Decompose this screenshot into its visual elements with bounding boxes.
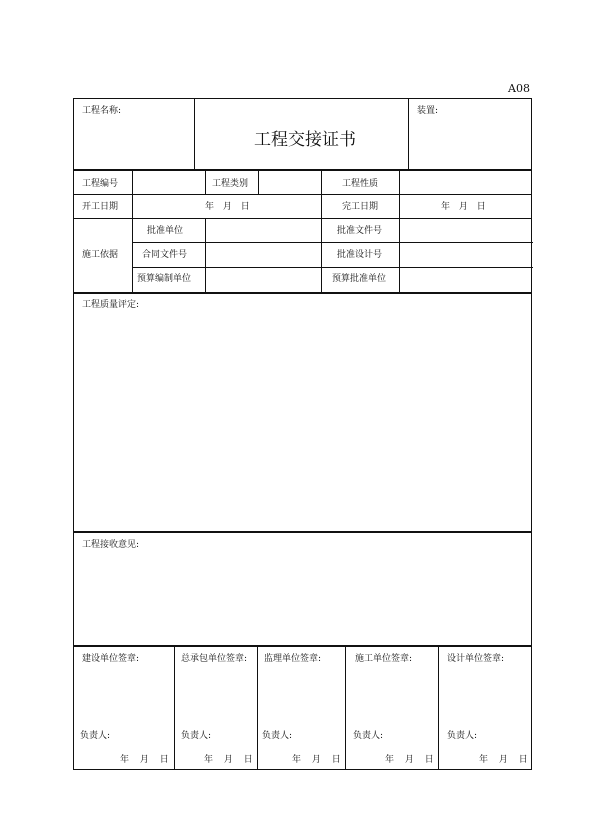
approval-doc-no-label: 批准文件号 [337, 226, 383, 236]
project-category-label: 工程类别 [212, 179, 249, 189]
signature-box-contractor-unit[interactable] [346, 669, 438, 725]
handover-certificate-form [73, 98, 532, 770]
signature-box-construction-unit[interactable] [74, 669, 174, 725]
finish-date-label: 完工日期 [342, 202, 379, 212]
signature-person: 负责人: [80, 731, 111, 741]
divider [132, 242, 533, 243]
signature-box-supervision-unit[interactable] [258, 669, 345, 725]
project-nature-label: 工程性质 [342, 179, 379, 189]
project-name-label: 工程名称: [82, 106, 122, 116]
divider [321, 170, 322, 194]
divider [205, 170, 206, 194]
signature-box-general-contractor[interactable] [175, 669, 257, 725]
project-category-field[interactable] [259, 170, 321, 193]
quality-assessment-label: 工程质量评定: [82, 300, 140, 310]
budget-approval-unit-label: 预算批准单位 [332, 274, 387, 284]
signature-date: 年 月 日 [479, 755, 528, 765]
divider [74, 194, 531, 195]
construction-basis-label: 施工依据 [82, 250, 119, 260]
signature-title: 施工单位签章: [355, 654, 413, 664]
signature-date: 年 月 日 [385, 755, 434, 765]
approval-doc-no-field[interactable] [400, 218, 530, 242]
divider [132, 218, 133, 292]
divider [74, 292, 531, 294]
divider [194, 99, 195, 169]
divider [321, 218, 322, 292]
contract-doc-no-label: 合同文件号 [142, 250, 188, 260]
divider [132, 194, 133, 218]
acceptance-opinion-label: 工程接收意见: [82, 540, 140, 550]
divider [408, 99, 409, 169]
divider [74, 645, 531, 647]
signature-title: 监理单位签章: [264, 654, 322, 664]
signature-title: 建设单位签章: [82, 654, 140, 664]
approval-design-no-label: 批准设计号 [337, 250, 383, 260]
budget-unit-field[interactable] [206, 268, 321, 291]
approval-design-no-field[interactable] [400, 243, 530, 267]
signature-person: 负责人: [353, 731, 384, 741]
quality-assessment-area[interactable] [74, 314, 530, 530]
form-code: A08 [508, 82, 530, 95]
signature-date: 年 月 日 [292, 755, 341, 765]
approval-unit-label: 批准单位 [147, 226, 184, 236]
signature-title: 总承包单位签章: [181, 654, 248, 664]
signature-date: 年 月 日 [204, 755, 253, 765]
device-label: 装置: [417, 106, 439, 116]
divider [399, 194, 400, 218]
page-title: 工程交接证书 [254, 130, 356, 150]
start-date-label: 开工日期 [82, 202, 119, 212]
budget-unit-label: 预算编制单位 [137, 274, 192, 284]
project-nature-field[interactable] [400, 170, 530, 193]
signature-box-design-unit[interactable] [439, 669, 530, 725]
signature-title: 设计单位签章: [447, 654, 505, 664]
project-number-label: 工程编号 [82, 179, 119, 189]
divider [74, 531, 531, 533]
project-number-field[interactable] [133, 170, 205, 193]
signature-person: 负责人: [181, 731, 212, 741]
contract-doc-no-field[interactable] [206, 243, 321, 267]
start-date-field[interactable]: 年 月 日 [205, 202, 250, 212]
approval-unit-field[interactable] [206, 218, 321, 242]
acceptance-opinion-area[interactable] [74, 554, 530, 644]
signature-date: 年 月 日 [120, 755, 169, 765]
signature-person: 负责人: [447, 731, 478, 741]
finish-date-field[interactable]: 年 月 日 [441, 202, 486, 212]
budget-approval-unit-field[interactable] [400, 268, 530, 291]
divider [132, 267, 533, 268]
signature-person: 负责人: [262, 731, 293, 741]
divider [321, 194, 322, 218]
